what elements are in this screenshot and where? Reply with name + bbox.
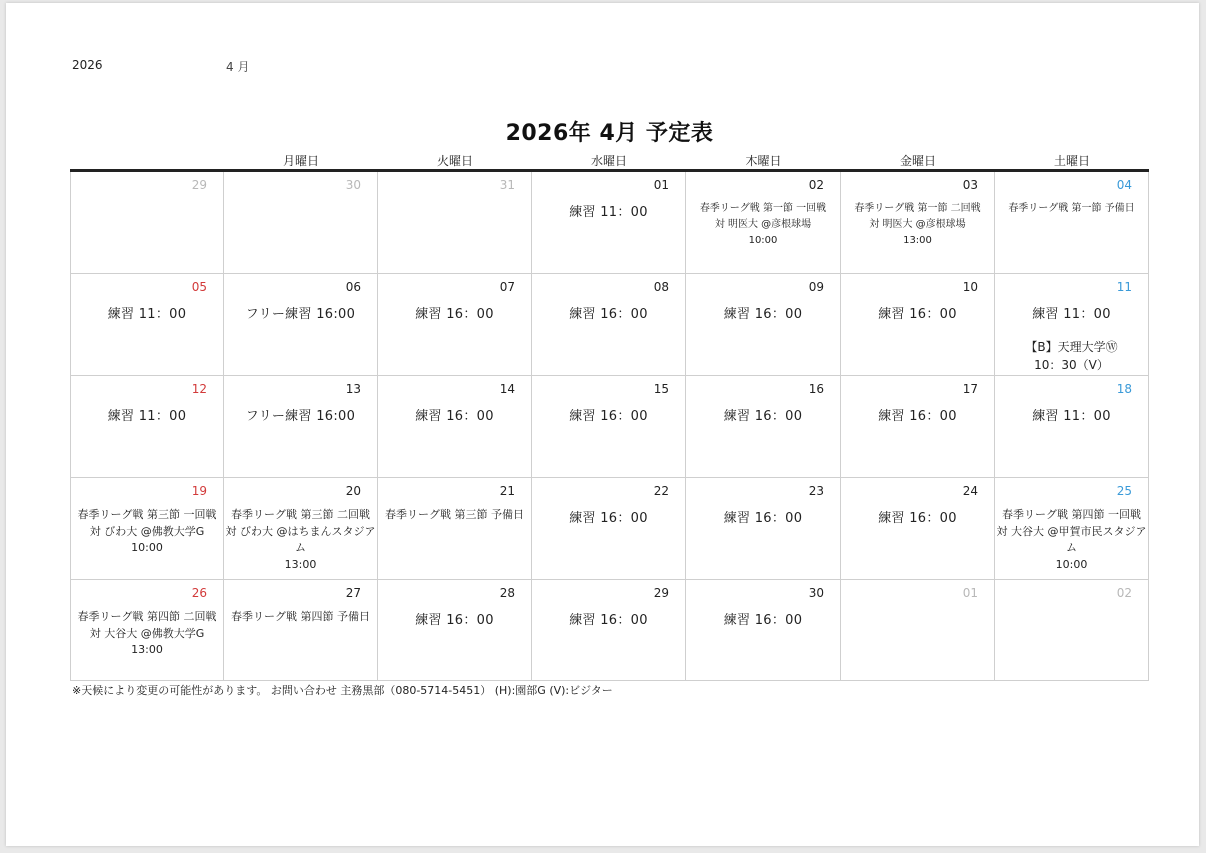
- day-number: 25: [1116, 484, 1132, 498]
- event-text: [995, 201, 1148, 217]
- event-text: [378, 507, 531, 524]
- calendar-day-cell: [686, 580, 841, 681]
- event-line: 練習 16：00: [569, 307, 648, 322]
- header-year: 2026: [72, 58, 103, 72]
- event-line: 13:00: [284, 557, 317, 571]
- calendar-day-cell: [686, 274, 841, 376]
- weekday-header-row: [70, 152, 1149, 170]
- calendar-day-cell: [224, 172, 378, 274]
- calendar-day-cell: [841, 478, 995, 580]
- calendar-day-cell: [224, 376, 378, 478]
- event-extra-line: 10：30（V）: [1034, 358, 1109, 372]
- calendar-day-cell: [995, 478, 1149, 580]
- event-extra: [995, 338, 1148, 374]
- event-line: 練習 16：00: [878, 409, 957, 424]
- day-number: 26: [191, 586, 207, 600]
- calendar-day-cell: [378, 478, 532, 580]
- event-text: [686, 507, 840, 526]
- calendar-day-cell: [224, 580, 378, 681]
- event-line: フリー練習 16:00: [245, 409, 356, 424]
- event-text: [378, 405, 531, 424]
- calendar-day-cell: [532, 580, 686, 681]
- event-line: 対 びわ大 @佛教大学G: [89, 524, 205, 538]
- day-number: 14: [499, 382, 515, 396]
- event-line: 対 明医大 @彦根球場: [714, 219, 812, 230]
- day-number: 09: [808, 280, 824, 294]
- event-text: [378, 303, 531, 322]
- day-number: 30: [808, 586, 824, 600]
- event-line: 春季リーグ戦 第一節 一回戦: [699, 203, 827, 214]
- calendar-day-cell: [686, 478, 841, 580]
- event-line: 練習 16：00: [415, 307, 494, 322]
- event-line: 10:00: [748, 235, 778, 246]
- event-line: 春季リーグ戦 第一節 二回戦: [854, 203, 981, 214]
- day-number: 02: [1116, 586, 1132, 600]
- day-number: 18: [1116, 382, 1132, 396]
- day-number: 16: [808, 382, 824, 396]
- event-text: [224, 303, 377, 322]
- weekday-label: 土曜日: [1053, 154, 1090, 168]
- event-text: [686, 303, 840, 322]
- event-line: 練習 16：00: [723, 511, 803, 526]
- day-number: 01: [653, 178, 669, 192]
- day-number: 29: [653, 586, 669, 600]
- event-line: 10:00: [1055, 557, 1088, 571]
- calendar-day-cell: [995, 172, 1149, 274]
- calendar-day-cell: [70, 376, 224, 478]
- event-text: [71, 609, 223, 659]
- event-line: 対 大谷大 @佛教大学G: [89, 626, 205, 640]
- event-line: 練習 16：00: [878, 511, 957, 526]
- calendar-day-cell: [841, 580, 995, 681]
- calendar-day-cell: [70, 172, 224, 274]
- event-line: 春季リーグ戦 第四節 予備日: [231, 610, 370, 623]
- calendar-day-cell: [224, 274, 378, 376]
- event-line: 練習 16：00: [569, 613, 648, 628]
- calendar-day-cell: [70, 274, 224, 376]
- event-line: 練習 16：00: [723, 613, 803, 628]
- calendar-day-cell: [995, 580, 1149, 681]
- calendar-day-cell: [841, 172, 995, 274]
- calendar-day-cell: [995, 274, 1149, 376]
- day-number: 10: [962, 280, 978, 294]
- day-number: 12: [191, 382, 207, 396]
- event-line: 10:00: [131, 541, 163, 554]
- day-number: 15: [653, 382, 669, 396]
- weekday-label: 火曜日: [436, 154, 473, 168]
- day-number: 27: [345, 586, 361, 600]
- event-line: 練習 11：00: [1032, 409, 1111, 424]
- event-text: [841, 201, 994, 249]
- header-month: 4 月: [226, 60, 250, 74]
- event-text: [224, 405, 377, 424]
- event-line: 練習 11：00: [107, 409, 187, 424]
- event-text: [224, 609, 377, 626]
- event-text: [224, 507, 377, 573]
- event-text: [686, 201, 840, 249]
- event-line: 春季リーグ戦 第三節 予備日: [385, 508, 524, 521]
- event-text: [841, 405, 994, 424]
- day-number: 03: [962, 178, 978, 192]
- calendar-day-cell: [841, 274, 995, 376]
- calendar-day-cell: [686, 172, 841, 274]
- event-text: [532, 303, 685, 322]
- calendar-day-cell: [70, 478, 224, 580]
- event-line: 練習 16：00: [569, 409, 648, 424]
- day-number: 24: [962, 484, 978, 498]
- calendar-day-cell: [841, 376, 995, 478]
- calendar-day-cell: [378, 580, 532, 681]
- event-line: 練習 11：00: [569, 205, 648, 220]
- calendar-day-cell: [532, 376, 686, 478]
- event-line: 春季リーグ戦 第一節 予備日: [1008, 203, 1135, 214]
- day-number: 21: [499, 484, 515, 498]
- day-number: 01: [962, 586, 978, 600]
- event-text: [841, 303, 994, 322]
- event-line: 春季リーグ戦 第三節 二回戦: [231, 508, 370, 521]
- day-number: 13: [345, 382, 361, 396]
- event-text: [532, 507, 685, 526]
- weekday-label: 木曜日: [745, 154, 782, 168]
- calendar-day-cell: [686, 376, 841, 478]
- event-text: [532, 201, 685, 220]
- event-line: 練習 16：00: [723, 409, 803, 424]
- event-line: 春季リーグ戦 第四節 一回戦: [1002, 508, 1141, 521]
- event-text: [995, 303, 1148, 322]
- event-line: 対 びわ大 @はちまんスタジアム: [225, 524, 376, 554]
- calendar-day-cell: [378, 172, 532, 274]
- event-text: [71, 507, 223, 557]
- event-text: [532, 405, 685, 424]
- event-text: [841, 507, 994, 526]
- day-number: 19: [191, 484, 207, 498]
- event-line: 練習 11：00: [107, 307, 187, 322]
- event-text: [686, 609, 840, 628]
- calendar-day-cell: [378, 376, 532, 478]
- event-line: フリー練習 16:00: [245, 307, 356, 322]
- event-line: 練習 16：00: [415, 613, 494, 628]
- event-text: [995, 405, 1148, 424]
- weekday-label: 月曜日: [282, 154, 319, 168]
- day-number: 11: [1116, 280, 1132, 294]
- day-number: 29: [191, 178, 207, 192]
- event-line: 13:00: [131, 643, 163, 656]
- event-line: 練習 16：00: [415, 409, 494, 424]
- page-title: 2026年 4月 予定表: [505, 121, 714, 146]
- event-extra-line: 【B】天理大学Ⓦ: [1025, 340, 1118, 354]
- event-line: 対 明医大 @彦根球場: [869, 219, 966, 230]
- event-line: 13:00: [903, 235, 932, 246]
- event-text: [378, 609, 531, 628]
- calendar-day-cell: [532, 478, 686, 580]
- day-number: 06: [345, 280, 361, 294]
- event-text: [71, 303, 223, 322]
- day-number: 07: [499, 280, 515, 294]
- event-line: 春季リーグ戦 第四節 二回戦: [77, 610, 217, 623]
- weekday-label: 水曜日: [590, 154, 627, 168]
- day-number: 28: [499, 586, 515, 600]
- weekday-label: 金曜日: [899, 154, 936, 168]
- day-number: 17: [962, 382, 978, 396]
- event-text: [532, 609, 685, 628]
- event-line: 練習 16：00: [723, 307, 803, 322]
- day-number: 22: [653, 484, 669, 498]
- calendar-day-cell: [532, 172, 686, 274]
- footer-note: ※天候により変更の可能性があります。 お問い合わせ 主務黒部（080-5714-5451） (H):園部G (V):ビジター: [72, 684, 613, 697]
- schedule-page: [6, 3, 1199, 846]
- calendar-day-cell: [532, 274, 686, 376]
- event-text: [686, 405, 840, 424]
- event-line: 練習 16：00: [878, 307, 957, 322]
- event-text: [995, 507, 1148, 573]
- calendar-day-cell: [224, 478, 378, 580]
- event-line: 練習 11：00: [1032, 307, 1111, 322]
- day-number: 02: [808, 178, 824, 192]
- calendar-day-cell: [378, 274, 532, 376]
- event-line: 対 大谷大 @甲賀市民スタジアム: [996, 524, 1147, 554]
- calendar-day-cell: [70, 580, 224, 681]
- day-number: 04: [1116, 178, 1132, 192]
- event-line: 練習 16：00: [569, 511, 648, 526]
- calendar-grid: [70, 172, 1149, 679]
- day-number: 20: [345, 484, 361, 498]
- day-number: 23: [808, 484, 824, 498]
- day-number: 30: [345, 178, 361, 192]
- day-number: 08: [653, 280, 669, 294]
- event-text: [71, 405, 223, 424]
- calendar-day-cell: [995, 376, 1149, 478]
- day-number: 31: [499, 178, 515, 192]
- event-line: 春季リーグ戦 第三節 一回戦: [77, 508, 217, 521]
- day-number: 05: [191, 280, 207, 294]
